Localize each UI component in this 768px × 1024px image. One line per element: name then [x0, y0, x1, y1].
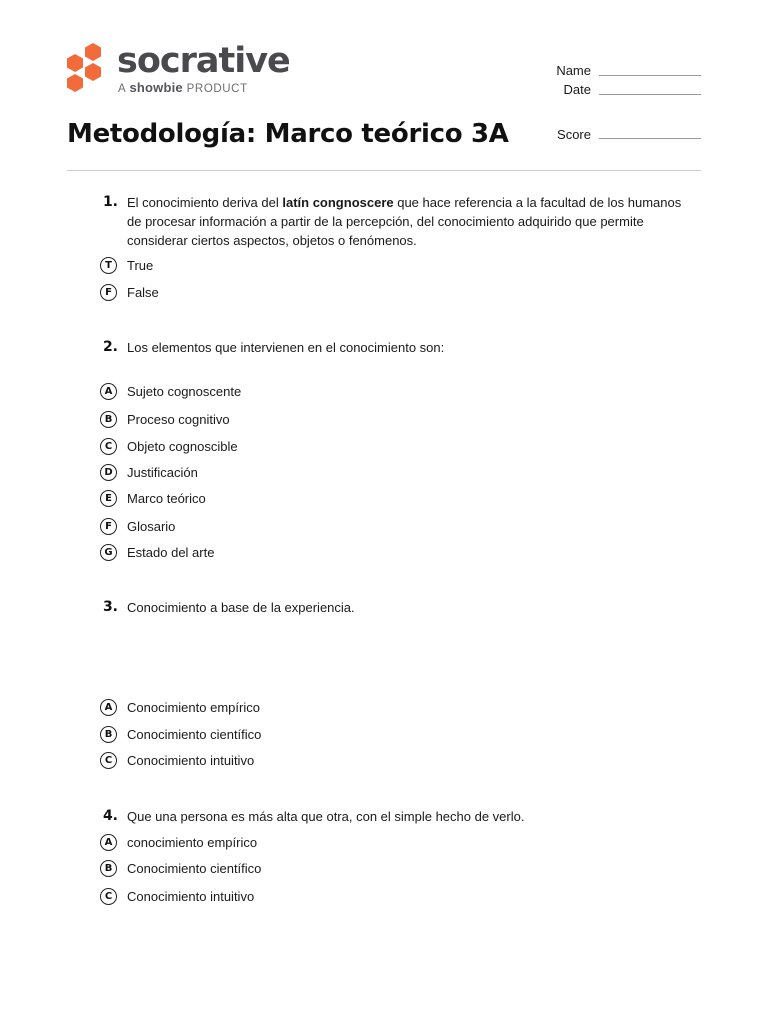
- name-label: Name: [556, 63, 591, 78]
- score-label: Score: [557, 127, 591, 142]
- logo-wordmark: socrative: [117, 41, 290, 81]
- answer-label: Justificación: [127, 464, 198, 480]
- logo-tag-suffix: PRODUCT: [186, 83, 248, 95]
- page-title: Metodología: Marco teórico 3A: [67, 119, 509, 149]
- answer-option[interactable]: [100, 697, 260, 717]
- question-text: [127, 193, 687, 250]
- answer-option[interactable]: [100, 886, 254, 906]
- answer-option[interactable]: [100, 255, 153, 275]
- question-number: 4.: [102, 808, 118, 824]
- answer-label: Marco teórico: [127, 490, 206, 506]
- answer-bubble[interactable]: T: [100, 257, 117, 274]
- answer-bubble[interactable]: C: [100, 888, 117, 905]
- question-text-bold: latín congnoscere: [282, 195, 394, 210]
- answer-bubble[interactable]: A: [100, 383, 117, 400]
- answer-bubble[interactable]: C: [100, 438, 117, 455]
- answer-label: Proceso cognitivo: [127, 411, 230, 427]
- answer-option[interactable]: [100, 462, 198, 482]
- question-text-part: El conocimiento deriva del: [127, 195, 283, 210]
- answer-bubble[interactable]: D: [100, 464, 117, 481]
- date-line[interactable]: [599, 94, 701, 95]
- answer-label: True: [127, 257, 154, 273]
- answer-label: Objeto cognoscible: [127, 438, 238, 454]
- answer-label: Conocimiento científico: [127, 860, 262, 876]
- question-text: Los elementos que intervienen en el conocimiento son:: [127, 340, 445, 355]
- logo-tagline: [118, 81, 248, 96]
- answer-bubble[interactable]: A: [100, 699, 117, 716]
- logo-tag-prefix: A: [118, 83, 126, 95]
- answer-label: Conocimiento intuitivo: [127, 752, 255, 768]
- answer-option[interactable]: [100, 381, 241, 401]
- score-line[interactable]: [599, 138, 701, 139]
- answer-option[interactable]: [100, 436, 238, 456]
- answer-option[interactable]: [100, 724, 261, 744]
- name-field: [520, 63, 591, 81]
- hexagon-logo-icon: [67, 43, 107, 95]
- answer-option[interactable]: [100, 750, 254, 770]
- answer-bubble[interactable]: F: [100, 518, 117, 535]
- answer-option[interactable]: [100, 858, 261, 878]
- question-text: Que una persona es más alta que otra, con el simple hecho de verlo.: [127, 809, 525, 824]
- answer-bubble[interactable]: E: [100, 490, 117, 507]
- date-field: [520, 82, 591, 100]
- question-text-part: que hace referencia a la facultad de los humanos de procesar información a partir de la percepción, del conocimiento adquirido que permite considerar ciertos aspectos, objetos o fenómenos.: [127, 195, 682, 248]
- answer-option[interactable]: [100, 516, 175, 536]
- question-number: 2.: [102, 339, 118, 355]
- answer-label: Conocimiento científico: [127, 726, 262, 742]
- question-number: 1.: [102, 194, 118, 210]
- answer-bubble[interactable]: G: [100, 544, 117, 561]
- answer-label: conocimiento empírico: [127, 834, 258, 850]
- header-divider: [67, 170, 701, 171]
- answer-option[interactable]: [100, 282, 159, 302]
- answer-option[interactable]: [100, 832, 257, 852]
- socrative-logo: [67, 43, 307, 103]
- question-text: Conocimiento a base de la experiencia.: [127, 600, 355, 615]
- answer-label: Conocimiento intuitivo: [127, 888, 255, 904]
- answer-label: Sujeto cognoscente: [127, 383, 242, 399]
- answer-label: False: [127, 284, 159, 300]
- answer-bubble[interactable]: B: [100, 860, 117, 877]
- answer-label: Glosario: [127, 518, 176, 534]
- question-number: 3.: [102, 599, 118, 615]
- answer-bubble[interactable]: B: [100, 726, 117, 743]
- answer-option[interactable]: [100, 488, 206, 508]
- date-label: Date: [563, 82, 591, 97]
- name-line[interactable]: [599, 75, 701, 76]
- score-field: [520, 127, 591, 145]
- answer-label: Estado del arte: [127, 544, 215, 560]
- answer-label: Conocimiento empírico: [127, 699, 260, 715]
- logo-tag-brand: showbie: [129, 80, 183, 95]
- answer-bubble[interactable]: B: [100, 411, 117, 428]
- answer-bubble[interactable]: A: [100, 834, 117, 851]
- answer-option[interactable]: [100, 409, 230, 429]
- answer-bubble[interactable]: F: [100, 284, 117, 301]
- answer-option[interactable]: [100, 542, 214, 562]
- answer-bubble[interactable]: C: [100, 752, 117, 769]
